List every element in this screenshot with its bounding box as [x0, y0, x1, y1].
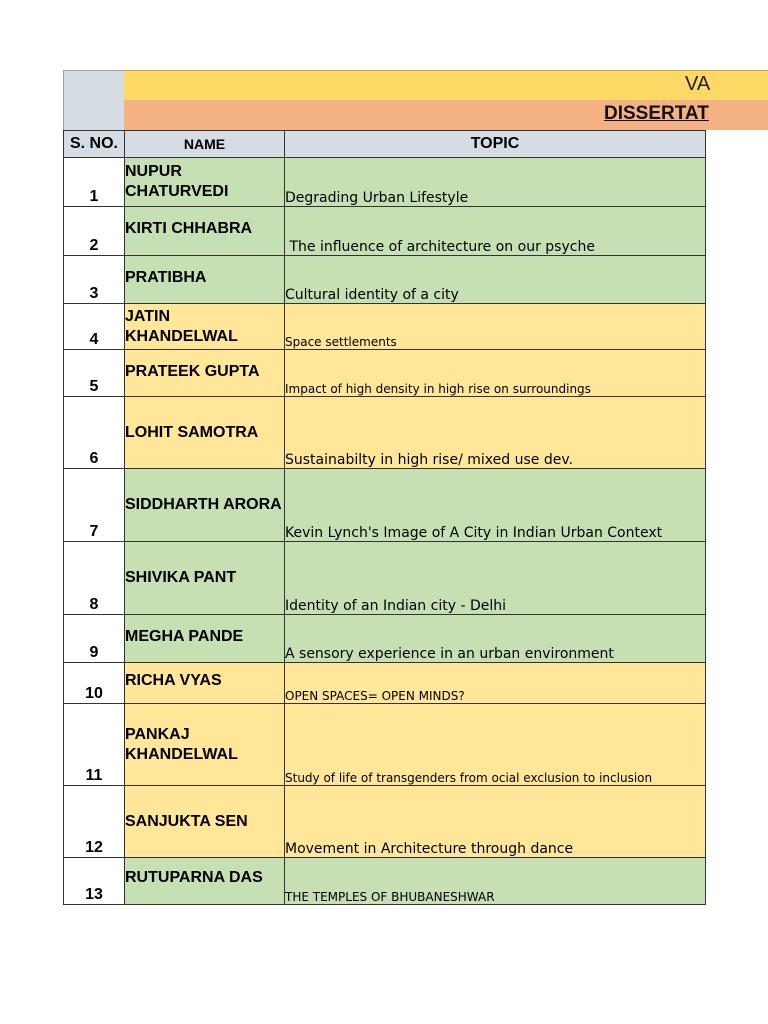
cell-name[interactable]: JATIN KHANDELWAL	[125, 304, 285, 350]
cell-sno[interactable]: 2	[64, 207, 125, 256]
column-header-name[interactable]: NAME	[125, 131, 285, 158]
cell-topic[interactable]: The influence of architecture on our psyche	[285, 207, 706, 256]
table-row	[64, 207, 706, 256]
cell-sno[interactable]: 4	[64, 304, 125, 350]
cell-topic[interactable]: Movement in Architecture through dance	[285, 786, 706, 858]
title-banner-text: VA	[685, 73, 711, 95]
cell-topic[interactable]: Kevin Lynch's Image of A City in Indian Urban Context	[285, 469, 706, 542]
table-row	[64, 786, 706, 858]
cell-sno[interactable]: 5	[64, 350, 125, 397]
cell-sno[interactable]: 9	[64, 615, 125, 663]
cell-topic[interactable]: Identity of an Indian city - Delhi	[285, 542, 706, 615]
cell-sno[interactable]: 12	[64, 786, 125, 858]
table-row	[64, 158, 706, 207]
cell-topic[interactable]: Study of life of transgenders from ocial exclusion to inclusion	[285, 704, 706, 786]
subtitle-banner-text: DISSERTAT	[604, 103, 709, 124]
cell-topic[interactable]: Impact of high density in high rise on surroundings	[285, 350, 706, 397]
column-header-sno[interactable]: S. NO.	[64, 131, 125, 158]
cell-name[interactable]: KIRTI CHHABRA	[125, 207, 285, 256]
cell-topic[interactable]: A sensory experience in an urban environment	[285, 615, 706, 663]
cell-name[interactable]: LOHIT SAMOTRA	[125, 397, 285, 469]
table-header-row	[64, 131, 706, 158]
cell-name[interactable]: SHIVIKA PANT	[125, 542, 285, 615]
column-header-topic[interactable]: TOPIC	[285, 131, 706, 158]
cell-name[interactable]: SANJUKTA SEN	[125, 786, 285, 858]
cell-topic[interactable]: Space settlements	[285, 304, 706, 350]
table-row	[64, 397, 706, 469]
cell-sno[interactable]: 13	[64, 858, 125, 905]
dissertation-table	[63, 130, 706, 905]
cell-topic[interactable]: THE TEMPLES OF BHUBANESHWAR	[285, 858, 706, 905]
cell-name[interactable]: RICHA VYAS	[125, 663, 285, 704]
table-row	[64, 615, 706, 663]
table-row	[64, 542, 706, 615]
cell-name[interactable]: MEGHA PANDE	[125, 615, 285, 663]
cell-name[interactable]: PANKAJ KHANDELWAL	[125, 704, 285, 786]
cell-sno[interactable]: 1	[64, 158, 125, 207]
cell-name[interactable]: NUPUR CHATURVEDI	[125, 158, 285, 207]
table-row	[64, 663, 706, 704]
cell-sno[interactable]: 8	[64, 542, 125, 615]
cell-topic[interactable]: Cultural identity of a city	[285, 256, 706, 304]
header-corner-block	[63, 70, 124, 130]
table-row	[64, 256, 706, 304]
cell-topic[interactable]: Degrading Urban Lifestyle	[285, 158, 706, 207]
cell-topic[interactable]: OPEN SPACES= OPEN MINDS?	[285, 663, 706, 704]
table-row	[64, 469, 706, 542]
cell-name[interactable]: PRATIBHA	[125, 256, 285, 304]
table-row	[64, 858, 706, 905]
cell-sno[interactable]: 7	[64, 469, 125, 542]
cell-topic[interactable]: Sustainabilty in high rise/ mixed use dev.	[285, 397, 706, 469]
table-row	[64, 350, 706, 397]
subtitle-banner	[124, 100, 768, 130]
cell-sno[interactable]: 3	[64, 256, 125, 304]
table-row	[64, 704, 706, 786]
cell-sno[interactable]: 11	[64, 704, 125, 786]
cell-name[interactable]: SIDDHARTH ARORA	[125, 469, 285, 542]
table-row	[64, 304, 706, 350]
cell-name[interactable]: RUTUPARNA DAS	[125, 858, 285, 905]
cell-sno[interactable]: 10	[64, 663, 125, 704]
title-banner	[124, 70, 768, 100]
cell-name[interactable]: PRATEEK GUPTA	[125, 350, 285, 397]
cell-sno[interactable]: 6	[64, 397, 125, 469]
